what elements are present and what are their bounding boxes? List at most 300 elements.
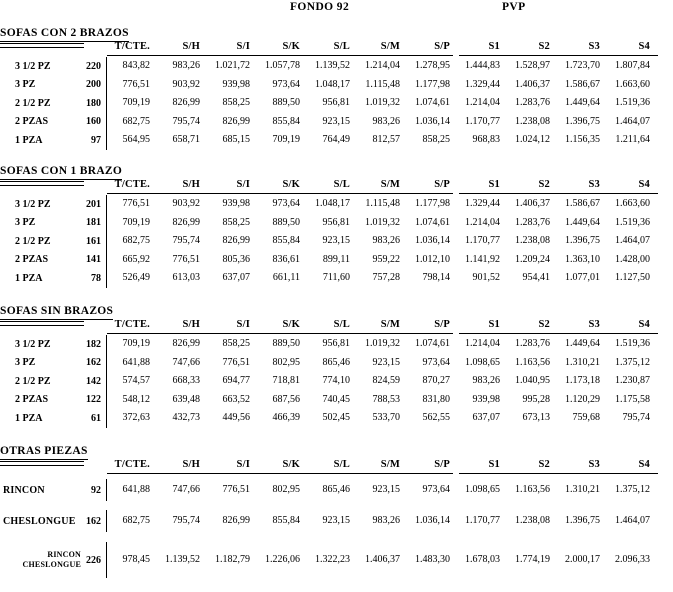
price-cell: 1.396,75 [565,515,600,526]
row-label: 3 PZ [15,357,36,369]
price-cell: 1.021,72 [215,60,250,71]
column-header: S/H [182,459,200,470]
header-row [0,318,656,332]
column-header: S1 [488,179,500,190]
price-cell: 1.074,61 [415,97,450,108]
column-header: S3 [588,179,600,190]
price-cell: 776,51 [222,484,250,495]
row-label: 3 PZ [15,79,36,91]
price-cell: 639,48 [172,393,200,405]
table-row [0,195,656,214]
price-cell: 939,98 [222,78,250,90]
price-cell: 1.322,23 [315,554,350,565]
fondo-value: 201 [86,198,101,210]
table-row [0,113,656,132]
price-cell: 1.139,52 [165,554,200,565]
fondo-value: 182 [86,338,101,350]
fondo-value: 181 [86,217,101,229]
row-label: 1 PZA [15,134,43,146]
price-cell: 1.170,77 [465,115,500,127]
price-cell: 564,95 [106,131,156,150]
price-cell: 788,53 [372,393,400,405]
price-cell: 826,99 [222,515,250,526]
row-label: CHESLONGUE [3,515,76,527]
price-cell: 1.363,10 [565,253,600,265]
price-cell: 1.120,29 [565,393,600,405]
column-header: S/K [282,319,300,330]
price-cell: 1.127,50 [615,272,650,283]
fondo-92-header: FONDO 92 [290,1,350,13]
price-cell: 502,45 [322,412,350,423]
price-cell: 978,45 [106,542,156,578]
price-cell: 923,15 [372,356,400,368]
price-cell: 687,56 [272,393,300,405]
price-cell: 637,07 [222,272,250,283]
price-cell: 1.396,75 [565,115,600,127]
header-underline-right [459,333,658,334]
header-row [0,458,656,472]
price-cell: 855,84 [272,235,300,246]
column-header: S/L [333,459,350,470]
header-row [0,178,656,192]
price-cell: 1.238,08 [515,515,550,526]
column-header: S2 [538,179,550,190]
rows [0,195,656,288]
price-cell: 995,28 [522,393,550,405]
price-cell: 858,25 [222,338,250,349]
column-header: S1 [488,319,500,330]
price-cell: 1.074,61 [415,216,450,228]
column-header: S/I [236,459,250,470]
price-cell: 1.519,36 [615,97,650,108]
price-cell: 903,92 [172,198,200,209]
column-header: S/I [236,41,250,52]
price-cell: 1.163,56 [515,484,550,495]
fondo-value: 97 [91,134,101,146]
price-cell: 899,11 [322,253,350,265]
price-cell: 889,50 [272,216,300,228]
table-row [0,232,656,251]
row-label: 2 1/2 PZ [15,97,51,109]
table-row [0,251,656,270]
price-cell: 1.329,44 [465,198,500,209]
price-cell: 1.464,07 [615,115,650,127]
fondo-value: 180 [86,97,101,109]
price-cell: 613,03 [172,272,200,283]
table-row [0,131,656,150]
table-row [0,354,656,373]
fondo-value: 162 [86,357,101,369]
price-cell: 1.723,70 [565,60,600,71]
price-cell: 2.000,17 [565,554,600,565]
pvp-header: PVP [502,1,526,13]
table-row [0,76,656,95]
price-cell: 1.163,56 [515,356,550,368]
row-label: 2 1/2 PZ [15,235,51,247]
column-header: S1 [488,41,500,52]
price-cell: 923,15 [322,515,350,526]
price-cell: 759,68 [572,412,600,423]
price-cell: 1.115,48 [365,198,400,209]
price-cell: 798,14 [422,272,450,283]
price-cell: 1.214,04 [465,97,500,108]
price-cell: 1.170,77 [465,515,500,526]
column-header: S/M [380,41,400,52]
header-underline-right [459,193,658,194]
header-spacer [0,318,106,332]
price-cell: 1.663,60 [615,198,650,209]
price-cell: 1.098,65 [465,484,500,495]
price-cell: 973,64 [422,484,450,495]
column-header: T/CTE. [114,319,150,330]
column-header: S1 [488,459,500,470]
price-cell: 858,25 [222,97,250,108]
price-cell: 1.375,12 [615,356,650,368]
price-cell: 1.449,64 [565,216,600,228]
section-otras-piezas [0,441,673,569]
column-header: S/I [236,179,250,190]
section-title: OTRAS PIEZAS [0,444,88,460]
price-cell: 826,99 [172,338,200,349]
price-cell: 1.175,58 [615,393,650,405]
price-cell: 795,74 [172,115,200,127]
column-header: S/H [182,319,200,330]
price-cell: 1.048,17 [315,78,350,90]
column-header: S/M [380,319,400,330]
price-cell: 1.040,95 [515,375,550,386]
section-title: SOFAS CON 1 BRAZO [0,164,122,180]
price-cell: 466,39 [272,412,300,423]
price-cell: 1.396,75 [565,235,600,246]
price-cell: 956,81 [322,338,350,349]
price-cell: 1.036,14 [415,115,450,127]
price-cell: 709,19 [106,214,156,233]
price-cell: 1.449,64 [565,338,600,349]
price-cell: 2.096,33 [615,554,650,565]
price-cell: 1.586,67 [565,78,600,90]
price-cell: 1.329,44 [465,78,500,90]
price-cell: 709,19 [272,134,300,145]
section-sofas-con-2-brazos [0,23,673,146]
header-underline-right [459,473,658,474]
price-cell: 1.057,78 [265,60,300,71]
price-cell: 764,49 [322,134,350,145]
price-cell: 1.098,65 [465,356,500,368]
row-label: 2 PZAS [15,394,49,406]
price-cell: 1.019,32 [365,97,400,108]
column-header: S/H [182,179,200,190]
price-cell: 562,55 [422,412,450,423]
rows [0,335,656,428]
price-cell: 1.774,19 [515,554,550,565]
price-cell: 776,51 [106,76,156,95]
column-header: S/P [434,319,450,330]
price-cell: 858,25 [422,134,450,145]
row-label: 3 1/2 PZ [15,338,51,350]
price-cell: 432,73 [172,412,200,423]
row-label: 3 PZ [15,217,36,229]
price-cell: 831,80 [422,393,450,405]
price-cell: 1.238,08 [515,235,550,246]
price-cell: 682,75 [106,113,156,132]
price-cell: 923,15 [372,484,400,495]
price-cell: 923,15 [322,115,350,127]
price-cell: 956,81 [322,216,350,228]
price-cell: 548,12 [106,391,156,410]
price-cell: 939,98 [222,198,250,209]
table-row [0,214,656,233]
row-label: 1 PZA [15,412,43,424]
column-header: S/P [434,459,450,470]
price-cell: 1.678,03 [465,554,500,565]
price-cell: 795,74 [172,235,200,246]
price-cell: 1.036,14 [415,515,450,526]
table-row [0,409,656,428]
price-cell: 805,36 [222,253,250,265]
column-header: S/I [236,319,250,330]
price-cell: 1.375,12 [615,484,650,495]
price-cell: 1.048,17 [315,198,350,209]
price-cell: 983,26 [372,115,400,127]
fondo-value: 141 [86,254,101,266]
price-cell: 1.214,04 [465,216,500,228]
column-header: S/P [434,41,450,52]
price-cell: 826,99 [222,115,250,127]
column-header: S3 [588,41,600,52]
header-spacer [0,40,106,54]
price-cell: 901,52 [472,272,500,283]
price-cell: 747,66 [172,484,200,495]
price-cell: 665,92 [106,251,156,270]
price-cell: 1.428,00 [615,253,650,265]
price-cell: 1.214,04 [465,338,500,349]
price-cell: 1.283,76 [515,216,550,228]
price-cell: 1.283,76 [515,338,550,349]
price-cell: 1.406,37 [365,554,400,565]
price-cell: 1.406,37 [515,198,550,209]
price-cell: 1.074,61 [415,338,450,349]
price-cell: 637,07 [472,412,500,423]
price-cell: 574,57 [106,372,156,391]
row-label: 2 PZAS [15,254,49,266]
row-label: RINCON [3,484,45,496]
rows [0,57,656,150]
price-cell: 1.036,14 [415,235,450,246]
price-cell: 956,81 [322,97,350,108]
price-cell: 1.182,79 [215,554,250,565]
column-header: S/L [333,319,350,330]
fondo-value: 92 [91,484,101,496]
fondo-value: 162 [86,515,101,527]
price-cell: 1.209,24 [515,253,550,265]
price-cell: 968,83 [472,134,500,145]
price-cell: 747,66 [172,356,200,368]
price-cell: 682,75 [106,510,156,532]
table-row [0,335,656,354]
price-cell: 865,46 [322,356,350,368]
price-cell: 1.156,35 [565,134,600,145]
section-sofas-con-1-brazo [0,161,673,284]
price-cell: 795,74 [622,412,650,423]
price-cell: 449,56 [222,412,250,423]
price-cell: 802,95 [272,356,300,368]
price-cell: 858,25 [222,216,250,228]
price-cell: 526,49 [106,269,156,288]
section-title: SOFAS SIN BRAZOS [0,304,113,320]
price-cell: 1.019,32 [365,216,400,228]
price-cell: 954,41 [522,272,550,283]
price-cell: 1.449,64 [565,97,600,108]
column-header: T/CTE. [114,179,150,190]
column-header: S/L [333,179,350,190]
fondo-value: 142 [86,375,101,387]
price-cell: 776,51 [222,356,250,368]
header-underline-left [107,55,453,56]
price-cell: 1.586,67 [565,198,600,209]
price-cell: 1.483,30 [415,554,450,565]
column-header: S4 [638,41,650,52]
price-cell: 685,15 [222,134,250,145]
price-cell: 1.173,18 [565,375,600,386]
column-header: S/P [434,179,450,190]
column-header: S/M [380,459,400,470]
price-cell: 795,74 [172,515,200,526]
fondo-value: 122 [86,394,101,406]
price-cell: 843,82 [106,57,156,76]
price-cell: 663,52 [222,393,250,405]
column-header: T/CTE. [114,459,150,470]
column-header: S/H [182,41,200,52]
table-row [0,57,656,76]
column-header: S/K [282,459,300,470]
price-cell: 1.211,64 [615,134,650,145]
row-label: 3 1/2 PZ [15,60,51,72]
price-cell: 923,15 [322,235,350,246]
price-cell: 718,81 [272,375,300,386]
column-header: S3 [588,319,600,330]
price-cell: 836,61 [272,253,300,265]
column-header: S/K [282,179,300,190]
price-cell: 959,22 [372,253,400,265]
price-cell: 658,71 [172,134,200,145]
price-cell: 711,60 [322,272,350,283]
price-cell: 1.283,76 [515,97,550,108]
price-cell: 641,88 [106,354,156,373]
header-underline-left [107,193,453,194]
price-cell: 1.177,98 [415,78,450,90]
column-header: S4 [638,319,650,330]
price-cell: 983,26 [372,515,400,526]
price-cell: 661,11 [272,272,300,283]
header-underline-left [107,333,453,334]
price-cell: 983,26 [472,375,500,386]
price-cell: 903,92 [172,78,200,90]
price-cell: 1.278,95 [415,60,450,71]
table-row [0,391,656,410]
header-spacer [0,458,106,472]
price-cell: 826,99 [222,235,250,246]
price-cell: 776,51 [106,195,156,214]
price-cell: 1.444,83 [465,60,500,71]
price-cell: 1.519,36 [615,338,650,349]
price-cell: 973,64 [422,356,450,368]
column-header: T/CTE. [114,41,150,52]
price-cell: 372,63 [106,409,156,428]
price-cell: 641,88 [106,479,156,501]
table-row [0,94,656,113]
price-cell: 1.141,92 [465,253,500,265]
price-cell: 802,95 [272,484,300,495]
price-cell: 973,64 [272,78,300,90]
table-row [0,537,656,583]
price-cell: 870,27 [422,375,450,386]
price-cell: 826,99 [172,216,200,228]
column-header: S4 [638,179,650,190]
price-cell: 1.807,84 [615,60,650,71]
price-cell: 1.464,07 [615,515,650,526]
price-cell: 1.310,21 [565,484,600,495]
price-cell: 1.115,48 [365,78,400,90]
price-cell: 694,77 [222,375,250,386]
price-cell: 673,13 [522,412,550,423]
header-row [0,40,656,54]
column-header: S/K [282,41,300,52]
price-cell: 1.663,60 [615,78,650,90]
price-cell: 973,64 [272,198,300,209]
fondo-value: 78 [91,272,101,284]
table-row [0,372,656,391]
price-cell: 533,70 [372,412,400,423]
price-cell: 983,26 [172,60,200,71]
price-cell: 709,19 [106,94,156,113]
price-cell: 1.464,07 [615,235,650,246]
column-header: S4 [638,459,650,470]
row-label: 1 PZA [15,272,43,284]
fondo-value: 226 [86,554,101,566]
rows [0,475,656,583]
table-row [0,269,656,288]
column-header: S3 [588,459,600,470]
fondo-value: 200 [86,79,101,91]
price-cell: 889,50 [272,338,300,349]
price-cell: 889,50 [272,97,300,108]
row-label: 2 1/2 PZ [15,375,51,387]
price-cell: 709,19 [106,335,156,354]
fondo-value: 220 [86,60,101,72]
price-cell: 774,10 [322,375,350,386]
price-cell: 1.238,08 [515,115,550,127]
price-cell: 983,26 [372,235,400,246]
table-row [0,475,656,505]
price-cell: 1.139,52 [315,60,350,71]
price-cell: 682,75 [106,232,156,251]
table-group-headers [0,1,673,17]
price-cell: 1.406,37 [515,78,550,90]
price-cell: 1.024,12 [515,134,550,145]
price-cell: 1.077,01 [565,272,600,283]
price-cell: 1.310,21 [565,356,600,368]
row-label: 3 1/2 PZ [15,198,51,210]
column-header: S2 [538,459,550,470]
row-label: RINCON CHESLONGUE [22,550,81,569]
price-cell: 855,84 [272,515,300,526]
price-cell: 1.214,04 [365,60,400,71]
price-cell: 812,57 [372,134,400,145]
section-title: SOFAS CON 2 BRAZOS [0,26,129,42]
price-cell: 1.519,36 [615,216,650,228]
price-cell: 1.170,77 [465,235,500,246]
column-header: S2 [538,319,550,330]
